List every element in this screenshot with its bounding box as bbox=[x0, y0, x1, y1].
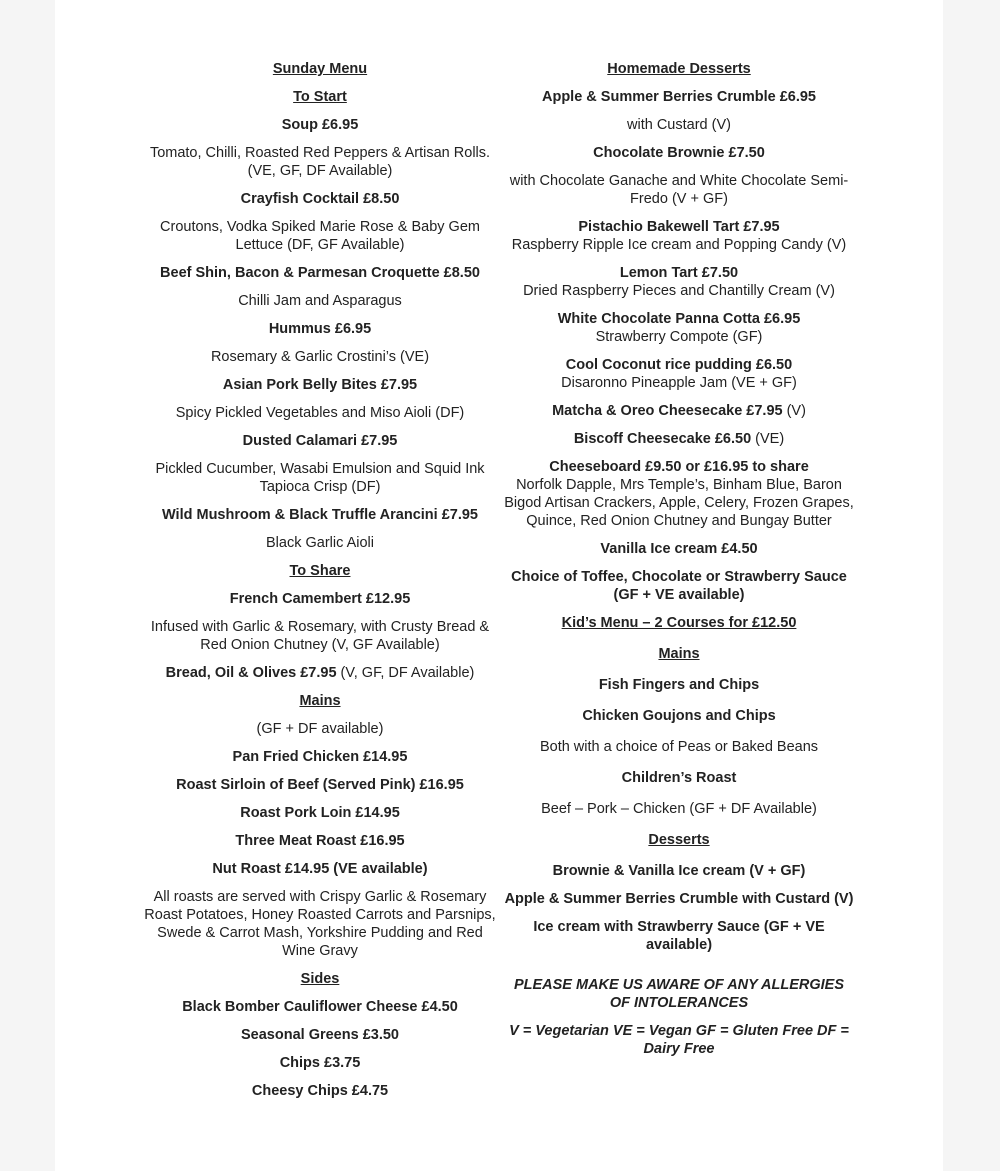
calamari-description: Pickled Cucumber, Wasabi Emulsion and Squid Ink Tapioca Crisp (DF) bbox=[155, 461, 485, 495]
brownie-title: Chocolate Brownie £7.50 bbox=[593, 145, 765, 161]
rice-pudding-title: Cool Coconut rice pudding £6.50 bbox=[565, 357, 793, 373]
kids-mains-heading: Mains bbox=[658, 646, 700, 662]
three-meat-main: Three Meat Roast £16.95 bbox=[235, 833, 405, 849]
bakewell-title: Pistachio Bakewell Tart £7.95 bbox=[578, 219, 780, 235]
cauliflower-side: Black Bomber Cauliflower Cheese £4.50 bbox=[182, 999, 458, 1015]
lemon-tart-description: Dried Raspberry Pieces and Chantilly Cream (V) bbox=[523, 283, 835, 299]
brownie-description: with Chocolate Ganache and White Chocolate Semi-Fredo (V + GF) bbox=[509, 173, 849, 207]
pork-belly-title: Asian Pork Belly Bites £7.95 bbox=[222, 377, 418, 393]
camembert-title: French Camembert £12.95 bbox=[229, 591, 411, 607]
chicken-main: Pan Fried Chicken £14.95 bbox=[232, 749, 408, 765]
bread-title: Bread, Oil & Olives £7.95 bbox=[165, 665, 337, 681]
chips-side: Chips £3.75 bbox=[279, 1055, 361, 1071]
sides-heading: Sides bbox=[300, 971, 340, 987]
goujons-item: Chicken Goujons and Chips bbox=[582, 708, 776, 724]
homemade-desserts-heading: Homemade Desserts bbox=[607, 61, 751, 77]
soup-title: Soup £6.95 bbox=[281, 117, 359, 133]
crumble-title: Apple & Summer Berries Crumble £6.95 bbox=[542, 89, 816, 105]
left-column bbox=[142, 60, 498, 1110]
kids-ice-cream-item: Ice cream with Strawberry Sauce (GF + VE available) bbox=[533, 919, 825, 953]
pork-loin-main: Roast Pork Loin £14.95 bbox=[240, 805, 400, 821]
greens-side: Seasonal Greens £3.50 bbox=[241, 1027, 399, 1043]
kids-crumble-item: Apple & Summer Berries Crumble with Custard (V) bbox=[504, 891, 854, 907]
biscoff-description: (VE) bbox=[751, 431, 785, 447]
bread-description: (V, GF, DF Available) bbox=[336, 665, 475, 681]
vanilla-ice-cream-title: Vanilla Ice cream £4.50 bbox=[600, 541, 758, 557]
calamari-title: Dusted Calamari £7.95 bbox=[242, 433, 398, 449]
crumble-description: with Custard (V) bbox=[627, 117, 731, 133]
allergy-note: PLEASE MAKE US AWARE OF ANY ALLERGIES OF INTOLERANCES bbox=[513, 977, 845, 1011]
rice-pudding-description: Disaronno Pineapple Jam (VE + GF) bbox=[561, 375, 797, 391]
hummus-title: Hummus £6.95 bbox=[268, 321, 372, 337]
mains-heading: Mains bbox=[299, 693, 341, 709]
cheeseboard-title: Cheeseboard £9.50 or £16.95 to share bbox=[549, 459, 809, 475]
beef-shin-description: Chilli Jam and Asparagus bbox=[238, 293, 402, 309]
cheeseboard-description: Norfolk Dapple, Mrs Temple’s, Binham Blue, Baron Bigod Artisan Crackers, Apple, Celery, Frozen Grapes, Quince, Red Onion Chutney and Bungay Butter bbox=[504, 477, 854, 529]
pork-belly-description: Spicy Pickled Vegetables and Miso Aioli (DF) bbox=[175, 405, 465, 421]
roast-options: Beef – Pork – Chicken (GF + DF Available) bbox=[541, 801, 817, 817]
lemon-tart-title: Lemon Tart £7.50 bbox=[619, 265, 739, 281]
crayfish-description: Croutons, Vodka Spiked Marie Rose & Baby Gem Lettuce (DF, GF Available) bbox=[160, 219, 480, 253]
hummus-description: Rosemary & Garlic Crostini’s (VE) bbox=[210, 349, 430, 365]
matcha-item bbox=[503, 402, 855, 420]
sauce-choice: Choice of Toffee, Chocolate or Strawberry Sauce (GF + VE available) bbox=[511, 569, 847, 603]
cheesy-chips-side: Cheesy Chips £4.75 bbox=[251, 1083, 389, 1099]
sunday-menu-heading: Sunday Menu bbox=[272, 61, 368, 77]
soup-description: Tomato, Chilli, Roasted Red Peppers & Artisan Rolls. (VE, GF, DF Available) bbox=[149, 145, 491, 179]
right-column bbox=[503, 60, 855, 1068]
arancini-title: Wild Mushroom & Black Truffle Arancini £7.95 bbox=[162, 507, 478, 523]
biscoff-title: Biscoff Cheesecake £6.50 bbox=[573, 431, 752, 447]
arancini-description: Black Garlic Aioli bbox=[266, 535, 374, 551]
bakewell-description: Raspberry Ripple Ice cream and Popping Candy (V) bbox=[511, 237, 847, 253]
to-share-heading: To Share bbox=[289, 563, 351, 579]
mains-note: (GF + DF available) bbox=[256, 721, 384, 737]
to-start-heading: To Start bbox=[293, 89, 347, 105]
kids-menu-heading: Kid’s Menu – 2 Courses for £12.50 bbox=[561, 615, 797, 631]
panna-cotta-title: White Chocolate Panna Cotta £6.95 bbox=[557, 311, 801, 327]
childrens-roast-item: Children’s Roast bbox=[621, 770, 737, 786]
dietary-key: V = Vegetarian VE = Vegan GF = Gluten Free DF = Dairy Free bbox=[509, 1023, 849, 1057]
camembert-description: Infused with Garlic & Rosemary, with Crusty Bread & Red Onion Chutney (V, GF Available) bbox=[150, 619, 490, 653]
kids-desserts-heading: Desserts bbox=[648, 832, 710, 848]
crayfish-title: Crayfish Cocktail £8.50 bbox=[240, 191, 400, 207]
kids-brownie-item: Brownie & Vanilla Ice cream (V + GF) bbox=[552, 863, 806, 879]
biscoff-item bbox=[503, 430, 855, 448]
fish-fingers-item: Fish Fingers and Chips bbox=[598, 677, 760, 693]
sirloin-main: Roast Sirloin of Beef (Served Pink) £16.95 bbox=[176, 777, 464, 793]
matcha-description: (V) bbox=[782, 403, 806, 419]
bread-item bbox=[142, 664, 498, 682]
matcha-title: Matcha & Oreo Cheesecake £7.95 bbox=[552, 403, 783, 419]
panna-cotta-description: Strawberry Compote (GF) bbox=[595, 329, 763, 345]
roasts-description: All roasts are served with Crispy Garlic & Rosemary Roast Potatoes, Honey Roasted Carrots and Parsnips, Swede & Carrot Mash, Yorkshire Pudding and Red Wine Gravy bbox=[144, 889, 496, 959]
beef-shin-title: Beef Shin, Bacon & Parmesan Croquette £8.50 bbox=[160, 265, 480, 281]
kids-sides-choice: Both with a choice of Peas or Baked Beans bbox=[539, 739, 819, 755]
nut-roast-main: Nut Roast £14.95 (VE available) bbox=[212, 861, 428, 877]
